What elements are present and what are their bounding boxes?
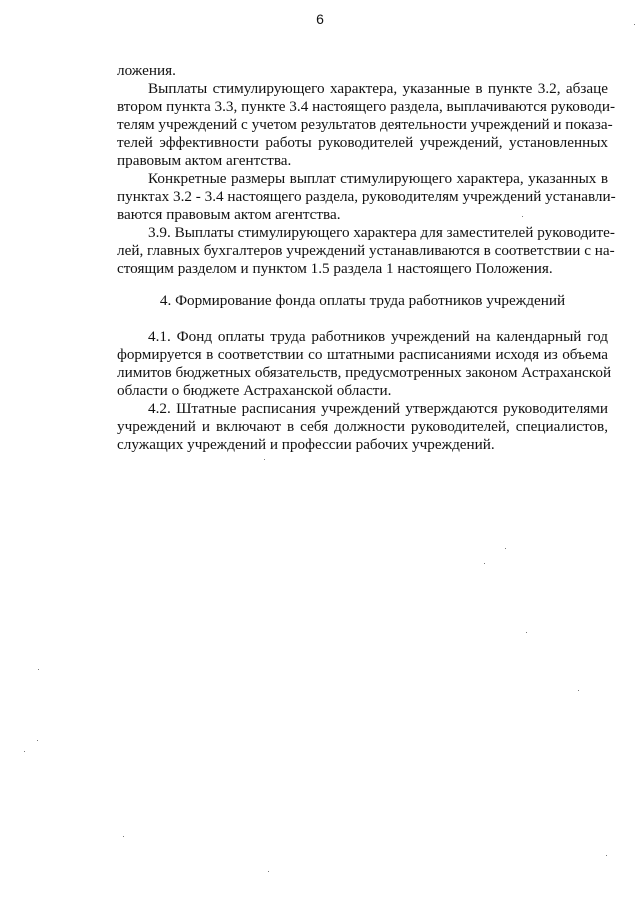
scan-speck [606, 855, 607, 856]
scan-speck [264, 459, 265, 460]
scan-speck [268, 871, 269, 872]
text-line: лимитов бюджетных обязательств, предусмотренных законом Астраханской [117, 364, 612, 381]
scan-speck [38, 669, 39, 670]
text-line: служащих учреждений и профессии рабочих учреждений. [117, 436, 495, 453]
text-line: формируется в соответствии со штатными расписаниями исходя из объема [117, 346, 608, 363]
text-line: области о бюджете Астраханской области. [117, 382, 392, 399]
text-line: телям учреждений с учетом результатов деятельности учреждений и показа- [117, 116, 613, 133]
text-line: правовым актом агентства. [117, 152, 292, 169]
text-line: 4.1. Фонд оплаты труда работников учреждений на календарный год [148, 328, 608, 345]
scan-speck [526, 632, 527, 633]
text-line: ложения. [117, 62, 176, 79]
scan-speck [37, 740, 38, 741]
scan-speck [522, 216, 523, 217]
section-heading: 4. Формирование фонда оплаты труда работников учреждений [159, 292, 566, 309]
scan-speck [484, 563, 485, 564]
scan-speck [123, 836, 124, 837]
text-line: стоящим разделом и пунктом 1.5 раздела 1 настоящего Положения. [117, 260, 553, 277]
text-line: 4.2. Штатные расписания учреждений утверждаются руководителями [148, 400, 608, 417]
text-line: телей эффективности работы руководителей учреждений, установленных [117, 134, 608, 151]
text-line: Выплаты стимулирующего характера, указанные в пункте 3.2, абзаце [148, 80, 608, 97]
text-line: ваются правовым актом агентства. [117, 206, 341, 223]
scan-speck [578, 690, 579, 691]
page-number: 6 [316, 11, 324, 27]
scan-speck [505, 548, 506, 549]
text-line: втором пункта 3.3, пункте 3.4 настоящего раздела, выплачиваются руководи- [117, 98, 616, 115]
text-line: Конкретные размеры выплат стимулирующего характера, указанных в [148, 170, 608, 187]
scan-speck [634, 24, 635, 25]
text-line: учреждений и включают в себя должности руководителей, специалистов, [117, 418, 608, 435]
text-line: 3.9. Выплаты стимулирующего характера для заместителей руководите- [148, 224, 615, 241]
text-line: пунктах 3.2 - 3.4 настоящего раздела, руководителям учреждений устанавли- [117, 188, 616, 205]
scan-speck [24, 751, 25, 752]
text-line: лей, главных бухгалтеров учреждений устанавливаются в соответствии с на- [117, 242, 615, 259]
